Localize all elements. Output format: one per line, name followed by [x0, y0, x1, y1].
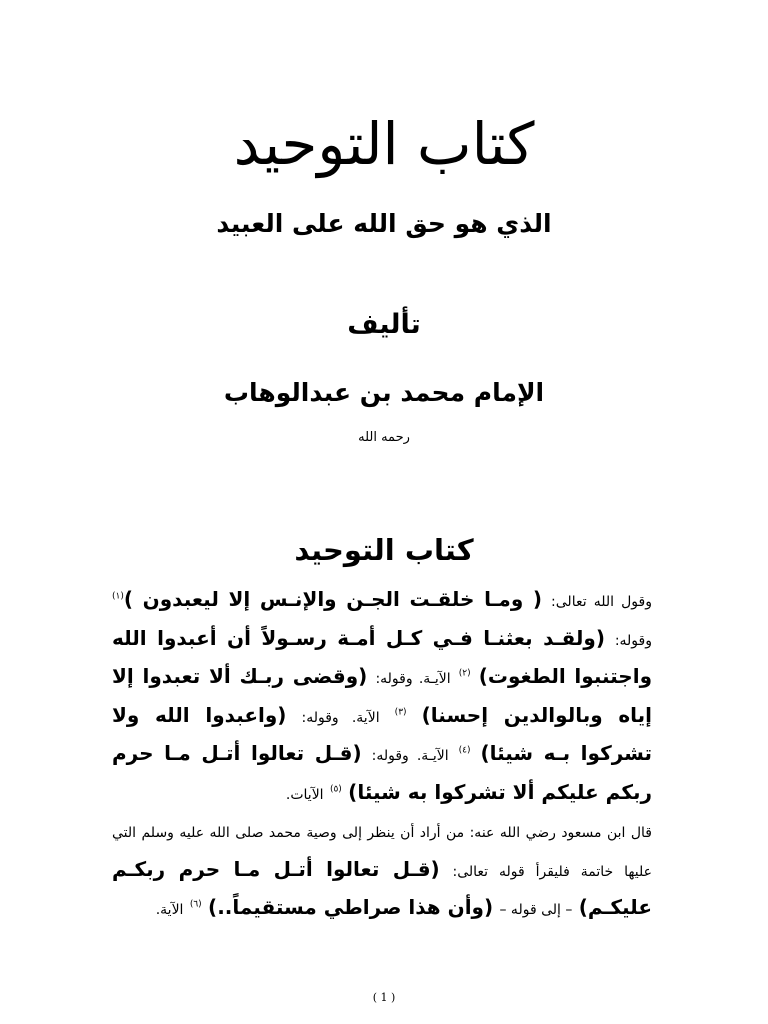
section-title: كتاب التوحيد: [294, 533, 474, 567]
intro-text: قال ابن مسعود رضي الله عنه: من أراد أن ينظر إلى وصية محمد صلى الله عليه وسلم التي عليها خاتمة فليقرأ قوله تعالى:: [112, 825, 652, 880]
lead-text: وقوله:: [614, 632, 652, 649]
quran-verse: (قـل تعالوا أتـل مـا حرم ربكـم عليكـم): [112, 856, 652, 919]
book-subtitle: الذي هو حق الله على العبيد: [216, 209, 552, 238]
paragraph-2: [112, 813, 652, 929]
quran-verse: (وقضى ربـك ألا تعبدوا إلا إياه وبالوالدين إحسنا): [112, 664, 653, 727]
footnote-marker: (٣): [394, 706, 407, 717]
footnote-marker: (٢): [458, 668, 471, 679]
body-text: [112, 582, 652, 929]
footnote-marker: (١): [112, 591, 124, 602]
quran-verse: (ولقـد بعثنـا فـي كـل أمـة رسـولاً أن أعبدوا الله واجتنبوا الطغوت): [112, 625, 653, 688]
authorship-label: تأليف: [347, 309, 421, 340]
aya-text: الآية.: [155, 902, 184, 918]
aya-text: الآية. وقوله:: [301, 709, 380, 726]
page-number: ( 1 ): [372, 991, 396, 1004]
ayat-text: الآيات.: [285, 786, 324, 803]
middle-text: – إلى قوله –: [499, 902, 573, 918]
quran-verse: (قـل تعالوا أتـل مـا حرم ربكم عليكم ألا تشركوا به شيئا): [112, 741, 652, 804]
quran-verse: (وأن هذا صراطي مستقيماً..): [208, 895, 494, 919]
footnote-marker: (٦): [189, 899, 202, 910]
intro-text: وقول الله تعالى:: [551, 594, 652, 610]
aya-text: الآيـة. وقوله:: [371, 748, 449, 764]
footnote-marker: (٥): [329, 783, 342, 794]
paragraph-1: [112, 582, 652, 813]
aya-text: الآيـة. وقوله:: [375, 671, 451, 687]
author-blessing: رحمه الله: [358, 430, 410, 445]
author-name: الإمام محمد بن عبدالوهاب: [223, 378, 545, 407]
quran-verse: (واعبدوا الله ولا تشركوا بـه شيئا): [112, 702, 652, 765]
quran-verse: ( ومـا خلقـت الجـن والإنـس إلا ليعبدون ): [123, 587, 543, 611]
footnote-marker: (٤): [458, 745, 471, 756]
book-title: كتاب التوحيد: [233, 110, 535, 178]
